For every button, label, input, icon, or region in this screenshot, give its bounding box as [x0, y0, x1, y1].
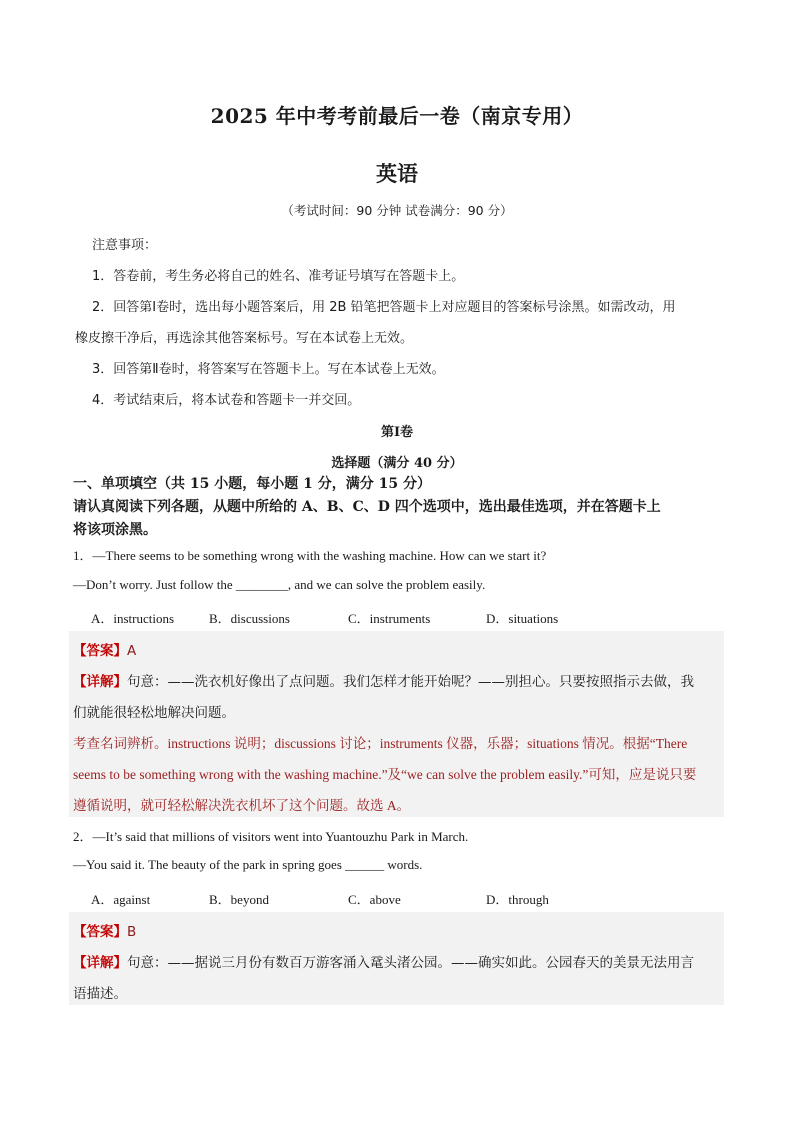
question-1-detail-4: seems to be something wrong with the washing machine.”及“we can solve the problem easily.”可知，应是说只要	[73, 767, 697, 782]
detail-tag: 【详解】	[73, 674, 127, 690]
volume-title: 第Ⅰ卷	[380, 425, 414, 440]
question-2-stem-1: 2．—It’s said that millions of visitors went into Yuantouzhu Park in March.	[73, 829, 469, 844]
question-1-option-b: B．discussions	[209, 611, 290, 626]
exam-info: （考试时间：90 分钟 试卷满分：90 分）	[281, 203, 513, 218]
question-2-option-b: B．beyond	[209, 892, 269, 907]
notes-item-2: 2．回答第Ⅰ卷时，选出每小题答案后，用 2B 铅笔把答题卡上对应题目的答案标号涂黑。如需改动，用	[92, 300, 676, 315]
question-2-detail-2	[73, 982, 127, 1002]
notes-item-3: 3．回答第Ⅱ卷时，将答案写在答题卡上。写在本试卷上无效。	[92, 362, 445, 377]
notes-item-4: 4．考试结束后，将本试卷和答题卡一并交回。	[92, 393, 361, 408]
question-2-option-d: D．through	[486, 892, 549, 907]
question-2-answer	[73, 920, 136, 940]
question-2-detail-1	[73, 951, 694, 971]
question-2-option-a: A．against	[91, 892, 151, 907]
question-2-stem-2: —You said it. The beauty of the park in spring goes ______ words.	[73, 857, 423, 872]
question-1-answer	[73, 639, 136, 659]
notes-heading: 注意事项：	[92, 238, 158, 253]
question-1-answer-block	[69, 631, 724, 817]
detail-text: 句意：——据说三月份有数百万游客涌入鼋头渚公园。——确实如此。公园春天的美景无法用言	[127, 955, 694, 971]
part-title: 选择题（满分 40 分）	[331, 456, 463, 471]
detail-tag: 【详解】	[73, 955, 127, 971]
question-1-option-c: C．instruments	[348, 611, 431, 626]
answer-tag: 【答案】	[73, 924, 127, 940]
subject-title: 英语	[376, 161, 418, 186]
question-1-stem-1: 1．—There seems to be something wrong with the washing machine. How can we start it?	[73, 548, 547, 563]
question-1-option-d: D．situations	[486, 611, 559, 626]
notes-item-2-cont: 橡皮擦干净后，再选涂其他答案标号。写在本试卷上无效。	[75, 331, 414, 346]
question-1-option-a: A．instructions	[91, 611, 175, 626]
question-1-detail-5: 遵循说明，就可轻松解决洗衣机坏了这个问题。故选 A。	[73, 798, 411, 813]
answer-tag: 【答案】	[73, 643, 127, 659]
detail-text: 语描述。	[73, 986, 127, 1002]
section-instruction-2: 将该项涂黑。	[73, 522, 157, 538]
answer-value: B	[127, 924, 137, 940]
detail-text: 句意：——洗衣机好像出了点问题。我们怎样才能开始呢？——别担心。只要按照指示去做，我	[127, 674, 694, 690]
section-heading: 一、单项填空（共 15 小题，每小题 1 分，满分 15 分）	[73, 476, 431, 492]
question-1-detail-2	[73, 701, 235, 721]
question-1-detail-3: 考查名词辨析。instructions 说明；discussions 讨论；instruments 仪器，乐器；situations 情况。根据“There	[73, 736, 688, 751]
question-2-option-c: C．above	[348, 892, 401, 907]
section-instruction-1: 请认真阅读下列各题，从题中所给的 A、B、C、D 四个选项中，选出最佳选项，并在答题卡上	[73, 499, 661, 515]
question-1-detail-1	[73, 670, 694, 690]
notes-item-1: 1．答卷前，考生务必将自己的姓名、准考证号填写在答题卡上。	[92, 269, 465, 284]
answer-value: A	[127, 643, 137, 659]
detail-text: 们就能很轻松地解决问题。	[73, 705, 235, 721]
question-1-stem-2: —Don’t worry. Just follow the ________, and we can solve the problem easily.	[73, 577, 486, 592]
page-title: 2025 年中考考前最后一卷（南京专用）	[210, 104, 584, 128]
